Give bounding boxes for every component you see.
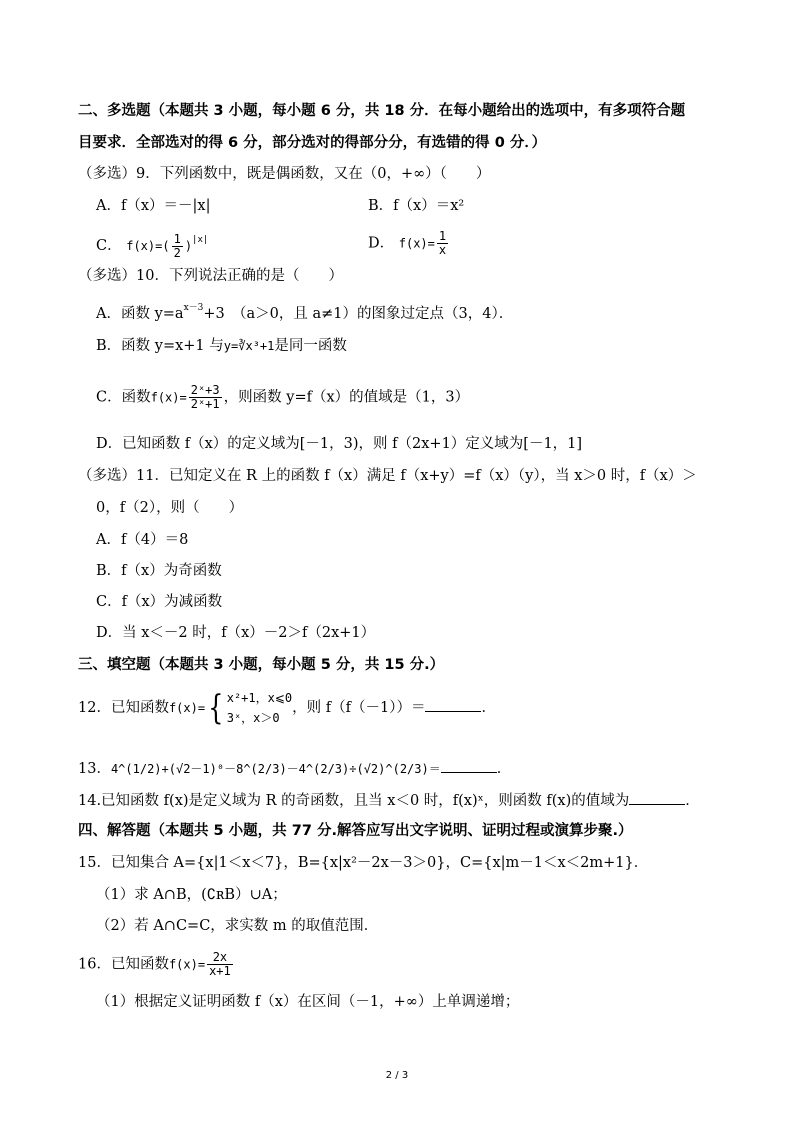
q10-option-d: D．已知函数 f（x）的定义域为[－1，3)，则 f（2x+1）定义域为[－1，1] [96, 436, 583, 452]
q9-option-c-label: C． [96, 238, 122, 254]
q10-option-b-expr: y=∛x³+1 [223, 339, 275, 353]
q10-stem: （多选）10．下列说法正确的是（ ） [78, 268, 343, 284]
q9-option-d [368, 230, 450, 257]
q16-fraction [207, 951, 233, 978]
q9-option-c-pre: f(x)=( [126, 239, 170, 253]
q15-stem: 15．已知集合 A={x|1＜x＜7}，B={x|x²－2x－3＞0}，C={x|m－1＜x＜2m+1}． [78, 855, 649, 871]
q9-stem: （多选）9．下列函数中，既是偶函数，又在（0，+∞）（ ） [78, 166, 491, 182]
q9-option-a: A．f（x）＝－|x| [96, 198, 211, 214]
section3-heading: 三、填空题（本题共 3 小题，每小题 5 分，共 15 分.） [78, 657, 445, 673]
q10-option-c [96, 384, 469, 411]
q12: 12．已知函数f(x)={ x²+1，x⩽0 3ˣ，x＞0 ，则 f（f（－1））＝ ． [78, 688, 496, 728]
q9-option-c-num: 1 [173, 231, 181, 246]
q12-pre: 12．已知函数 [78, 700, 169, 716]
q9-option-b: B．f（x）＝x² [368, 198, 465, 214]
q14-answer-blank[interactable] [629, 790, 685, 805]
q11-option-b: B．f（x）为奇函数 [96, 563, 222, 579]
q9-option-d-pre: f(x)= [398, 236, 435, 251]
q11-option-d: D．当 x＜－2 时，f（x）－2＞f（2x+1） [96, 625, 376, 641]
q10-option-a [96, 298, 513, 324]
q9-option-d-num: 1 [438, 229, 447, 243]
q12-cases [227, 688, 292, 728]
q9-option-c [96, 230, 208, 260]
q13-answer-blank[interactable] [441, 758, 497, 773]
q14: 14.已知函数 f(x)是定义域为 R 的奇函数，且当 x＜0 时，f(x)ˣ，则函数 f(x)的值域为 ． [78, 790, 700, 811]
q10-option-c-num: 2ˣ+3 [190, 383, 220, 397]
q10-option-a-exp: x－3 [183, 303, 204, 313]
q10-option-a-post: +3 （a＞0，且 a≠1）的图象过定点（3，4）． [203, 306, 514, 322]
q12-answer-blank[interactable] [425, 697, 481, 712]
q9-option-d-fraction [437, 230, 448, 257]
q12-fx: f(x)= [168, 701, 206, 715]
q11-option-a: A．f（4）＝8 [96, 532, 189, 548]
q9-option-d-den: x [438, 243, 447, 257]
q13-num: 13． [78, 761, 111, 777]
q9-option-c-fraction [172, 233, 183, 260]
q10-option-b-pre: B．函数 y=x+1 与 [96, 338, 224, 354]
q10-option-b-post: 是同一函数 [274, 338, 347, 354]
q16-fx: f(x)= [168, 957, 206, 972]
q15-part-1: （1）求 A∩B，(∁ʀB）∪A； [96, 887, 287, 903]
q13: 13．4^(1/2)+(√2－1)⁰－8^(2/3)－4^(2/3)÷(√2)^(2/3)＝ ． [78, 758, 511, 779]
q9-option-c-den: 2 [173, 245, 181, 260]
q16-part-1: （1）根据定义证明函数 f（x）在区间（－1，+∞）上单调递增； [96, 994, 520, 1010]
q12-brace: { [208, 688, 224, 728]
section2-heading-cont: 目要求．全部选对的得 6 分，部分选对的得部分分，有选错的得 0 分．） [78, 135, 547, 151]
q10-option-c-den: 2ˣ+1 [190, 397, 220, 411]
q10-option-c-fx: f(x)= [150, 390, 187, 405]
q16-pre: 16．已知函数 [78, 956, 169, 973]
q11-stem: （多选）11．已知定义在 R 上的函数 f（x）满足 f（x+y）=f（x）（y），当 x＞0 时，f（x）＞ [78, 468, 697, 484]
q10-option-b [96, 336, 347, 356]
q12-case-1: x²+1，x⩽0 [226, 691, 293, 705]
page-number: 2 / 3 [385, 1070, 409, 1081]
q9-option-c-exp: |x| [192, 235, 209, 245]
q11-option-c: C．f（x）为减函数 [96, 594, 223, 610]
q10-option-c-post: ，则函数 y=f（x）的值域是（1，3） [223, 389, 470, 406]
q16 [78, 951, 235, 978]
q11-stem-cont: 0，f（2），则（ ） [96, 500, 244, 516]
q16-num: 2x [207, 951, 233, 965]
q10-option-c-pre: C．函数 [96, 389, 151, 406]
q9-option-c-post: ) [184, 239, 193, 253]
section4-heading: 四、解答题（本题共 5 小题，共 77 分.解答应写出文字说明、证明过程或演算步聚.） [78, 823, 633, 839]
section2-heading: 二、多选题（本题共 3 小题，每小题 6 分，共 18 分．在每小题给出的选项中，有多项符合题 [78, 103, 686, 119]
q12-post: ，则 f（f（－1））＝ [292, 700, 426, 716]
q10-option-a-pre: A．函数 y=a [96, 306, 184, 322]
q14-text: 14.已知函数 f(x)是定义域为 R 的奇函数，且当 x＜0 时，f(x)ˣ，则函数 f(x)的值域为 [78, 793, 630, 809]
q12-case-2: 3ˣ，x＞0 [226, 711, 280, 725]
q15-part-2: （2）若 A∩C=C，求实数 m 的取值范围． [96, 918, 379, 934]
q13-expr: 4^(1/2)+(√2－1)⁰－8^(2/3)－4^(2/3)÷(√2)^(2/3)＝ [110, 762, 441, 776]
q10-option-c-fraction [189, 384, 222, 411]
q9-option-d-label: D． [368, 235, 395, 252]
q16-den: x+1 [209, 964, 231, 978]
